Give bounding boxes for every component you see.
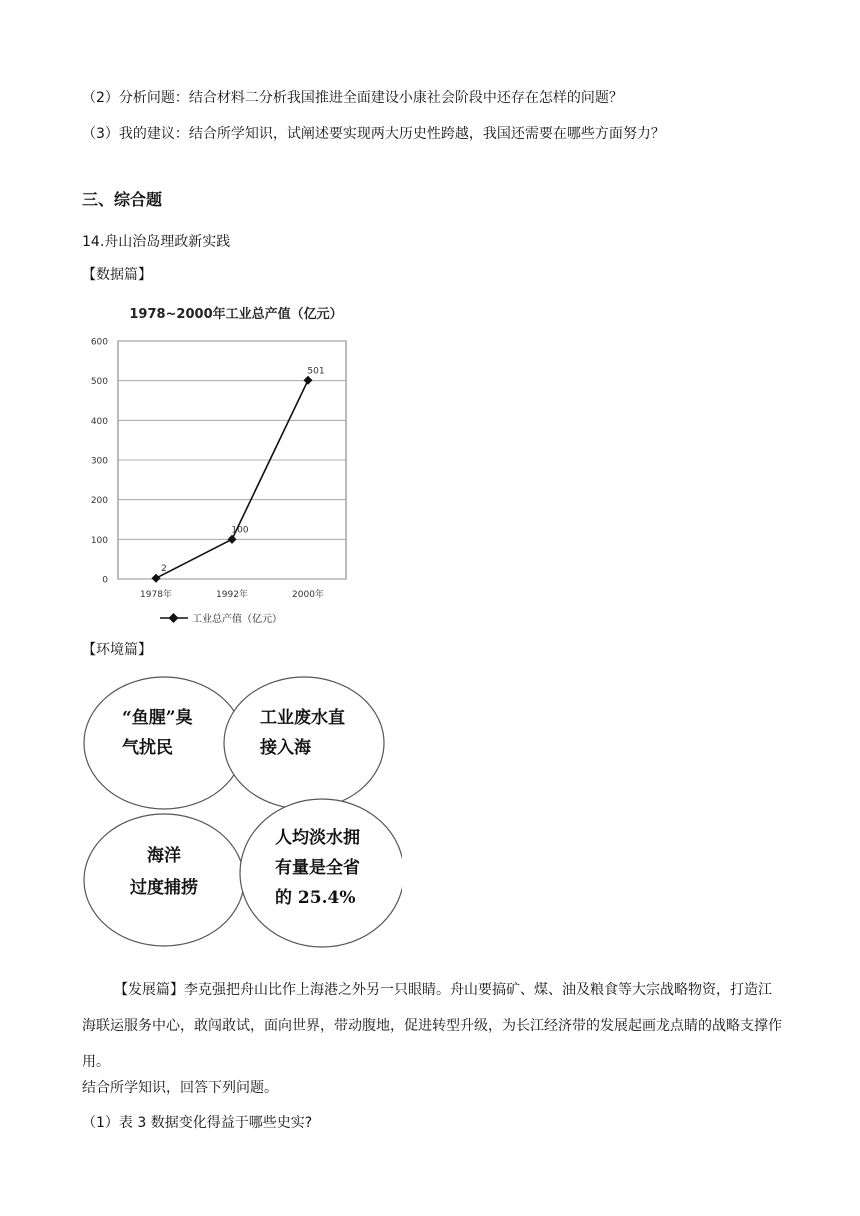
- data-section-label: 【数据篇】: [82, 267, 152, 283]
- env-section-label: 【环境篇】: [82, 642, 152, 658]
- data-point: [303, 376, 312, 385]
- data-label: 2: [161, 564, 167, 575]
- line-chart: [82, 296, 382, 634]
- legend: [160, 612, 282, 625]
- circle-overfishing: [84, 814, 244, 946]
- instruction-text: 结合所学知识，回答下列问题。: [82, 1080, 278, 1096]
- item-title: 14.舟山治岛理政新实践: [82, 234, 231, 250]
- circle-text-line: 人均淡水拥: [275, 828, 360, 848]
- development-label: 【发展篇】: [114, 982, 184, 998]
- question-2: （2）分析问题：结合材料二分析我国推进全面建设小康社会阶段中还存在怎样的问题？: [82, 90, 623, 106]
- circle-text-line: 过度捕捞: [130, 878, 198, 898]
- development-text: 李克强把舟山比作上海港之外另一只眼睛。舟山要搞矿、煤、油及粮食等大宗战略物资，打造江海联运服务中心，敢闯敢试，面向世界，带动腹地，促进转型升级，为长江经济带的发展起画龙点睛的战略支撑作用。: [82, 982, 782, 1070]
- circle-text-line: 工业废水直: [260, 708, 345, 728]
- series-points: [151, 376, 312, 583]
- data-label: 501: [307, 366, 325, 377]
- circle-text-line: 接入海: [260, 738, 311, 758]
- y-tick-label: 500: [90, 377, 108, 388]
- question-1: （1）表 3 数据变化得益于哪些史实?: [82, 1115, 313, 1131]
- circle-text-line: 有量是全省: [275, 858, 360, 878]
- data-point: [151, 574, 160, 583]
- data-label: 100: [231, 525, 249, 536]
- question-3: （3）我的建议：结合所学知识，试阐述要实现两大历史性跨越，我国还需要在哪些方面努力？: [82, 126, 665, 142]
- x-tick-label: 1992年: [216, 590, 248, 600]
- y-tick-label: 100: [90, 535, 108, 546]
- circle-industrial-wastewater: [224, 677, 384, 809]
- circle-text-line: 气扰民: [122, 738, 173, 758]
- y-tick-label: 600: [90, 337, 108, 348]
- x-tick-label: 1978年: [140, 590, 172, 600]
- chart-title: 1978~2000年工业总产值（亿元）: [129, 307, 343, 322]
- y-axis-ticks: [91, 338, 108, 586]
- environment-circles: [82, 673, 402, 953]
- circle-freshwater: [240, 799, 402, 947]
- x-axis-ticks: [140, 588, 324, 600]
- series-line-industrial-output: [156, 380, 308, 578]
- y-tick-label: 400: [90, 416, 108, 427]
- x-tick-label: 2000年: [292, 590, 324, 600]
- data-point: [227, 535, 236, 544]
- y-tick-label: 300: [90, 456, 108, 467]
- circle-text-line: “鱼腥”臭: [122, 708, 193, 728]
- circle-text-line: 海洋: [147, 846, 181, 866]
- section-title: 三、综合题: [82, 190, 163, 209]
- development-paragraph: [82, 972, 782, 1080]
- y-tick-label: 0: [102, 575, 108, 586]
- circle-fish-smell: [84, 677, 244, 809]
- circle-text-line: 的 25.4%: [275, 888, 356, 908]
- legend-label: 工业总产值（亿元）: [192, 614, 282, 625]
- y-tick-label: 200: [90, 496, 108, 507]
